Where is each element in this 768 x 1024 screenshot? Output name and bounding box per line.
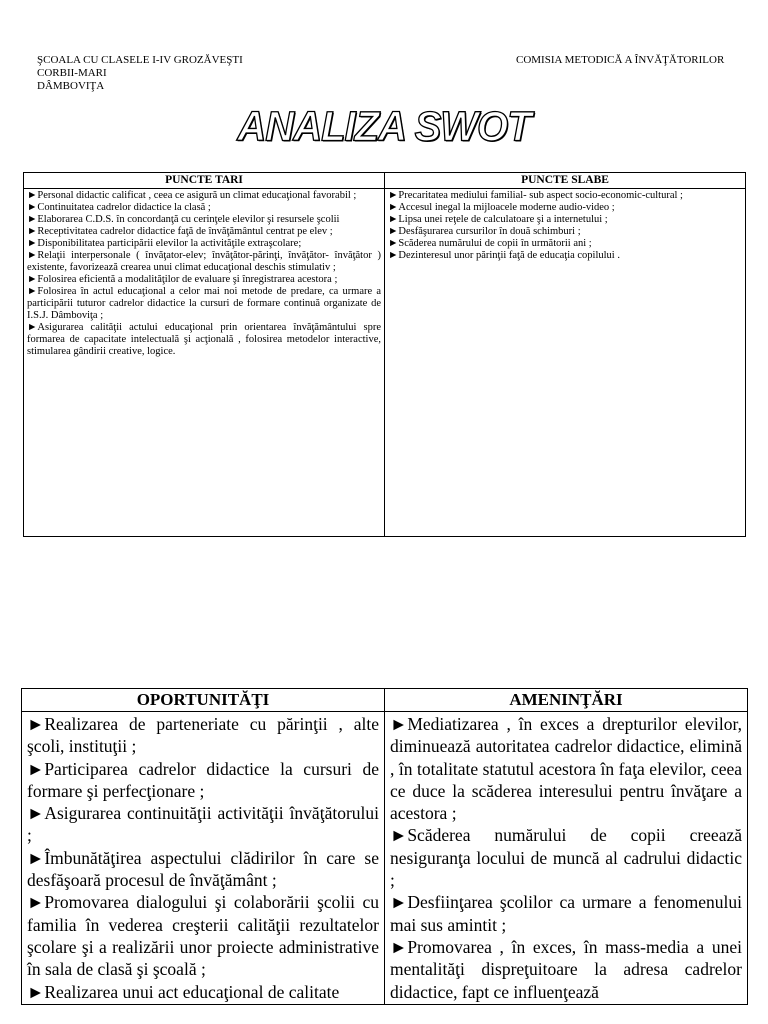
list-item: ►Asigurarea calităţii actului educaţional prin orientarea învăţământului spre formarea de capacitate intelectuală şi acţională , folosirea metodelor interactive, stimularea gândirii creative, logice. [27, 322, 381, 357]
list-item: ►Personal didactic calificat , ceea ce asigură un climat educaţional favorabil ; [27, 190, 357, 201]
list-item: ►Receptivitatea cadrelor didactice faţă de învăţământul centrat pe elev ; [27, 226, 333, 237]
list-item: ►Disponibilitatea participării elevilor la activităţile extraşcolare; [27, 238, 302, 249]
weaknesses-heading: PUNCTE SLABE [385, 173, 746, 189]
list-item: ►Participarea cadrelor didactice la cursuri de formare şi perfecţionare ; [27, 758, 379, 801]
swot-table-internal [23, 172, 746, 537]
list-item: ►Îmbunătăţirea aspectului clădirilor în care se desfăşoară procesul de învăţământ ; [27, 847, 379, 891]
list-item: ►Desfăşurarea cursurilor în două schimburi ; [388, 226, 581, 237]
list-item: ►Dezinteresul unor părinţii faţă de educaţia copilului . [388, 250, 620, 261]
swot-table-external [21, 688, 748, 1005]
threats-heading: AMENINŢĂRI [385, 689, 748, 712]
school-header [37, 54, 243, 93]
strengths-heading: PUNCTE TARI [24, 173, 385, 189]
strengths-cell [24, 189, 385, 537]
list-item: ►Elaborarea C.D.S. în concordanţă cu cerinţele elevilor şi resursele şcolii [27, 214, 340, 225]
weaknesses-list [388, 190, 742, 262]
list-item: ►Folosirea în actul educaţional a celor mai noi metode de predare, ca urmare a participării tuturor cadrelor didactice la cursuri de formare continuă organizate de I.S.J. Dâmboviţa ; [27, 286, 381, 321]
weaknesses-cell [385, 189, 746, 537]
list-item: ►Lipsa unei reţele de calculatoare şi a internetului ; [388, 214, 608, 225]
threats-list [390, 713, 742, 1003]
opportunities-cell [22, 712, 385, 1005]
list-item: ►Scăderea numărului de copii creează nesiguranţa locului de muncă al cadrului didactic ; [390, 825, 742, 891]
threats-cell [385, 712, 748, 1005]
list-item: ►Mediatizarea , în exces a drepturilor elevilor, diminuează autoritatea cadrelor didactice, elimină , în totalitate statutul acestora în faţa elevilor, ceea ce duce la scăderea interesului pentru învăţare a acestora ; [390, 714, 742, 824]
list-item: ►Relaţii interpersonale ( învăţator-elev; învăţător-părinţi, învăţător- învăţător ) existente, favorizează crearea unui climat educaţional deschis stimulativ ; [27, 250, 381, 273]
strengths-list [27, 190, 381, 358]
list-item: ►Accesul inegal la mijloacele moderne audio-video ; [388, 202, 615, 213]
list-item: ►Desfiinţarea şcolilor ca urmare a fenomenului mai sus amintit ; [390, 892, 742, 935]
list-item: ►Precaritatea mediului familial- sub aspect socio-economic-cultural ; [388, 190, 683, 201]
list-item: ►Promovarea , în exces, în mass-media a unei mentalităţi dispreţuitoare la adresa cadrelor didactice, fapt ce influenţează [390, 936, 742, 1002]
list-item: ►Scăderea numărului de copii în următorii ani ; [388, 238, 592, 249]
opportunities-list [27, 713, 379, 1003]
school-county: DÂMBOVIŢA [37, 80, 105, 92]
list-item: ►Continuitatea cadrelor didactice la clasă ; [27, 202, 211, 213]
list-item: ►Realizarea unui act educaţional de calitate [27, 981, 340, 1002]
opportunities-heading: OPORTUNITĂŢI [22, 689, 385, 712]
school-locality: CORBII-MARI [37, 67, 107, 79]
commission-header: COMISIA METODICĂ A ÎNVĂŢĂTORILOR [516, 54, 725, 66]
school-name: ŞCOALA CU CLASELE I-IV GROZĂVEŞTI [37, 54, 243, 66]
list-item: ►Promovarea dialogului şi colaborării şcolii cu familia în vederea creşterii calităţii rezultatelor şcolare şi a realizării unor proiecte administrative în sala de clasă şi şcoală ; [27, 892, 379, 980]
page-title: ANALIZA SWOT [237, 103, 531, 151]
list-item: ►Asigurarea continuităţii activităţii învăţătorului ; [27, 803, 379, 846]
list-item: ►Realizarea de parteneriate cu părinţii , alte şcoli, instituţii ; [27, 714, 379, 757]
list-item: ►Folosirea eficientă a modalităţilor de evaluare şi înregistrarea acestora ; [27, 274, 338, 285]
